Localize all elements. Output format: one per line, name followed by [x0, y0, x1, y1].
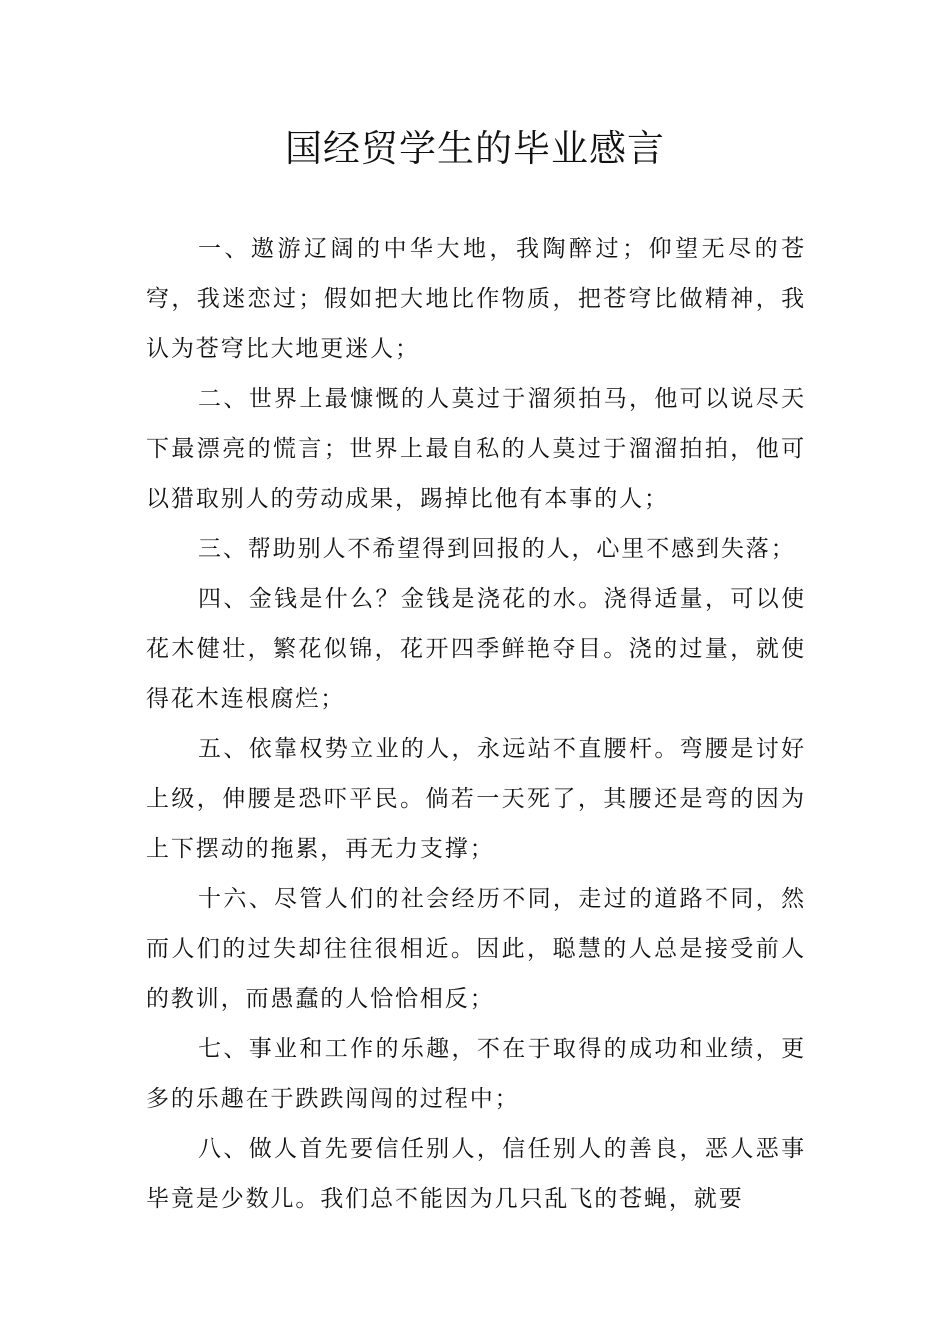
paragraph-6: 十六、尽管人们的社会经历不同，走过的道路不同，然而人们的过失却往往很相近。因此，聪慧的人总是接受前人的教训，而愚蠢的人恰恰相反；: [146, 886, 806, 1012]
paragraph-5: 五、依靠权势立业的人，永远站不直腰杆。弯腰是讨好上级，伸腰是恐吓平民。倘若一天死了，其腰还是弯的因为上下摆动的拖累，再无力支撑；: [146, 736, 806, 862]
paragraph-2: 二、世界上最慷慨的人莫过于溜须拍马，他可以说尽天下最漂亮的慌言；世界上最自私的人莫过于溜溜拍拍，他可以猎取别人的劳动成果，踢掉比他有本事的人；: [146, 386, 806, 512]
paragraph-8: 八、做人首先要信任别人，信任别人的善良，恶人恶事毕竟是少数儿。我们总不能因为几只乱飞的苍蝇，就要: [146, 1136, 806, 1212]
document-body: [146, 224, 806, 1224]
paragraph-3: 三、帮助别人不希望得到回报的人，心里不感到失落；: [198, 536, 796, 562]
paragraph-1: 一、遨游辽阔的中华大地，我陶醉过；仰望无尽的苍穹，我迷恋过；假如把大地比作物质，把苍穹比做精神，我认为苍穹比大地更迷人；: [146, 236, 806, 362]
paragraph-4: 四、金钱是什么？金钱是浇花的水。浇得适量，可以使花木健壮，繁花似锦，花开四季鲜艳夺目。浇的过量，就使得花木连根腐烂；: [146, 586, 806, 712]
paragraph-7: 七、事业和工作的乐趣，不在于取得的成功和业绩，更多的乐趣在于跌跌闯闯的过程中；: [146, 1036, 806, 1112]
document-title: 国经贸学生的毕业感言: [285, 127, 665, 170]
